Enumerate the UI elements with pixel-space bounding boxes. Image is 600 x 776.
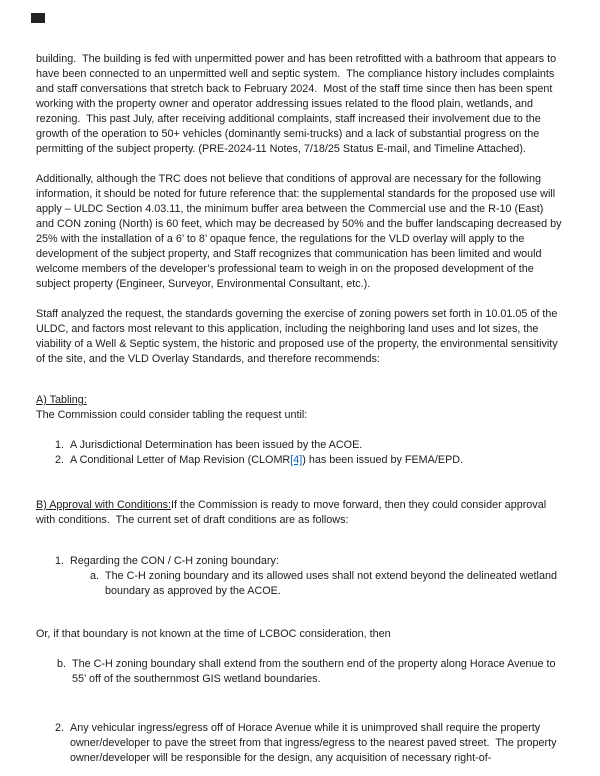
condition-2-row <box>36 721 564 766</box>
list-number: 2. <box>55 722 65 734</box>
condition-1a-row <box>36 569 564 599</box>
paragraph-staff-analysis: Staff analyzed the request, the standards governing the exercise of zoning powers set forth in 10.01.05 of the ULDC, and factors most relevant to this application, including the neighboring land uses and lot sizes, the viability of a Well & Septic system, the historic and proposed use of the property, the environmental sensitivity of the site, and the VLD Overlay Standards, and therefore recommends: <box>36 308 561 365</box>
list-item-text <box>70 453 564 468</box>
paragraph-compliance-history: building. The building is fed with unpermitted power and has been retrofitted with a bathroom that appears to have been connected to an unpermitted well and septic system. The compliance history includes complaints and staff conversations that stretch back to February 2024. Most of the staff time since then has been spent working with the property owner and operator addressing issues related to the flood plain, wetlands, and rezoning. This past July, after receiving additional complaints, staff increased their involvement due to the growth of the operation to 50+ vehicles (dominantly semi-trucks) and a lack of substantial progress on the permitting of the subject property. (PRE-2024-11 Notes, 7/18/25 Status E-mail, and Timeline Attached). <box>36 53 560 155</box>
condition-1a-text: The C-H zoning boundary and its allowed uses shall not extend beyond the delineated wetland boundary as approved by the ACOE. <box>105 570 560 597</box>
condition-1b-row <box>36 657 564 687</box>
footnote-4-link[interactable]: [4] <box>290 454 303 466</box>
list-item-jurisdictional-determination <box>36 438 564 453</box>
section-a <box>36 393 564 468</box>
list-letter: b. <box>57 658 67 670</box>
clomr-text-before-link: A Conditional Letter of Map Revision (CLOMR <box>70 454 291 466</box>
paragraph-trc-supplemental-standards: Additionally, although the TRC does not believe that conditions of approval are necessary for the following information, it should be noted for future reference that: the supplemental standards for the proposed use will apply – ULDC Section 4.03.11, the minimum buffer area between the Commercial use and the R-10 (East) and CON zoning (North) is 60 feet, which may be decreased by 50% and the buffer landscaping decreased by 25% with the installation of a 6’ to 8’ opaque fence, the regulations for the VLD overlay will apply to the development of the subject property, and Staff recognizes that communication has been limited and would welcome members of the developer’s professional team to weigh in on the proposed development of the subject property (Engineer, Surveyor, Environmental Consultant, etc.). <box>36 173 565 290</box>
section-a-heading-line <box>36 393 564 408</box>
list-item-clomr <box>36 453 564 468</box>
section-a-intro: The Commission could consider tabling the request until: <box>36 409 308 421</box>
condition-1-row <box>36 554 564 569</box>
list-letter: a. <box>90 570 100 582</box>
list-item-text: A Jurisdictional Determination has been issued by the ACOE. <box>70 439 363 451</box>
list-number: 1. <box>55 439 65 451</box>
section-b-heading-paragraph <box>36 498 564 528</box>
condition-1b-text: The C-H zoning boundary shall extend from the southern end of the property along Horace Avenue to 55’ off of the southernmost GIS wetland boundaries. <box>72 658 559 685</box>
page-corner-mark <box>31 13 45 23</box>
list-number: 2. <box>55 454 65 466</box>
section-b-intro: If the Commission is ready to move forward, then they could consider approval with conditions. The current set of draft conditions are as follows: <box>36 499 550 526</box>
section-b-heading: B) Approval with Conditions: <box>36 499 172 511</box>
clomr-text-after-link: ) has been issued by FEMA/EPD. <box>302 454 464 466</box>
or-clause: Or, if that boundary is not known at the time of LCBOC consideration, then <box>36 628 391 640</box>
condition-1-text: Regarding the CON / C-H zoning boundary: <box>70 555 279 567</box>
condition-2-text: Any vehicular ingress/egress off of Horace Avenue while it is unimproved shall require the property owner/developer to pave the street from that ingress/egress to the nearest paved street. The property owner/developer will be responsible for the design, any acquisition of necessary right-of- <box>70 722 560 764</box>
section-a-heading: A) Tabling: <box>36 394 87 406</box>
list-number: 1. <box>55 555 65 567</box>
section-b <box>36 498 564 766</box>
